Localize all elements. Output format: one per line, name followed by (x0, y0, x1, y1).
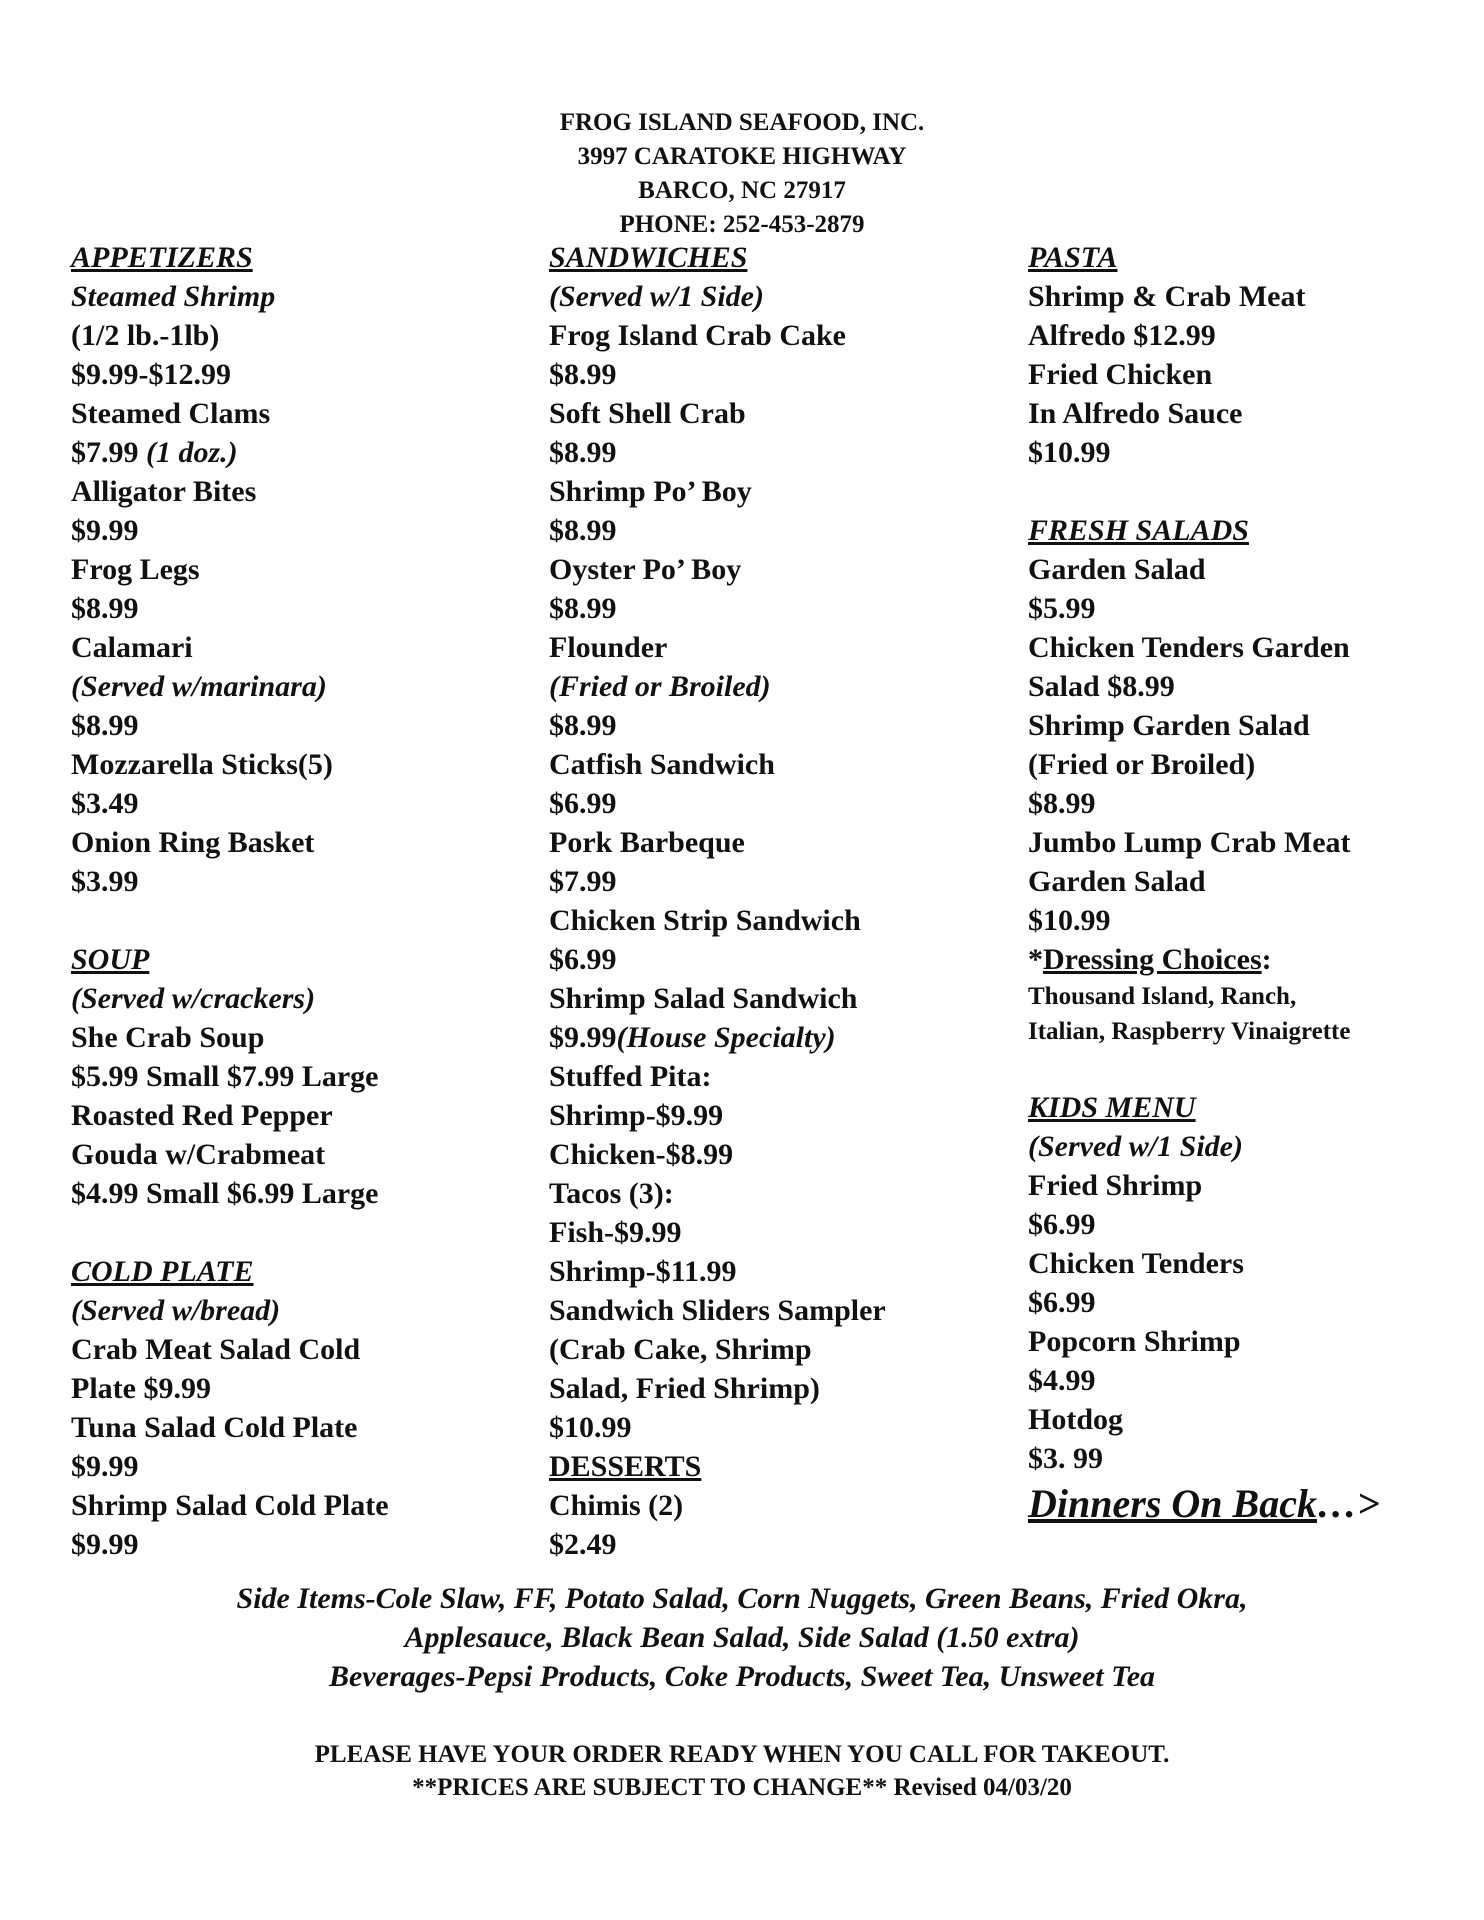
menu-item-price: $8.99 (549, 358, 617, 391)
menu-item-name: Plate $9.99 (71, 1372, 211, 1405)
menu-item-name: Calamari (71, 631, 193, 664)
dressing-colon: : (1261, 943, 1272, 976)
menu-item-name: Onion Ring Basket (71, 826, 315, 859)
menu-item-price: Shrimp-$9.99 (549, 1099, 724, 1132)
menu-item-price: $2.49 (549, 1528, 617, 1561)
menu-item-note: (Served w/crackers) (71, 982, 316, 1015)
menu-item-price: $3.49 (71, 787, 139, 820)
menu-item-note: (1 doz.) (146, 436, 238, 469)
menu-item-name: Catfish Sandwich (549, 748, 775, 781)
menu-item-name: Steamed Shrimp (71, 280, 276, 313)
menu-item-price: $9.99 (71, 514, 139, 547)
takeout-notice: PLEASE HAVE YOUR ORDER READY WHEN YOU CALL FOR TAKEOUT. (314, 1741, 1170, 1768)
section-title-sandwiches: SANDWICHES (549, 241, 748, 274)
menu-item-name: Sandwich Sliders Sampler (549, 1294, 886, 1327)
dressing-options: Thousand Island, Ranch, (1028, 983, 1297, 1010)
menu-item-name: Shrimp Po’ Boy (549, 475, 752, 508)
menu-item-name: Alfredo $12.99 (1028, 319, 1216, 352)
menu-item-price: $10.99 (1028, 436, 1111, 469)
menu-item-price: $8.99 (549, 592, 617, 625)
menu-item-name: Frog Legs (71, 553, 200, 586)
menu-item-name: Hotdog (1028, 1403, 1124, 1436)
menu-item-note: (Served w/bread) (71, 1294, 281, 1327)
menu-item-price: $10.99 (1028, 904, 1111, 937)
section-title-pasta: PASTA (1028, 241, 1118, 274)
menu-item-name: Chimis (2) (549, 1489, 684, 1522)
menu-item-price: $6.99 (1028, 1286, 1096, 1319)
spacer (71, 1213, 541, 1252)
section-title-appetizers: APPETIZERS (71, 241, 253, 274)
menu-item-price: $8.99 (549, 709, 617, 742)
restaurant-phone: PHONE: 252-453-2879 (619, 211, 865, 238)
menu-item-name: Salad $8.99 (1028, 670, 1175, 703)
menu-item-detail: (Fried or Broiled) (1028, 748, 1256, 781)
menu-item-note: (Fried or Broiled) (549, 670, 771, 703)
menu-item-note: (Served w/1 Side) (1028, 1130, 1243, 1163)
side-items-note (0, 1579, 1484, 1696)
menu-item-price: $8.99 (1028, 787, 1096, 820)
menu-item-name: Flounder (549, 631, 668, 664)
dinners-on-back-text: Dinners On Back (1028, 1481, 1317, 1526)
menu-item-name: Soft Shell Crab (549, 397, 746, 430)
menu-item-price: $9.99-$12.99 (71, 358, 231, 391)
menu-item-price: $6.99 (1028, 1208, 1096, 1241)
menu-column-middle (549, 238, 1019, 1564)
spacer (71, 901, 541, 940)
menu-item-price: $7.99 (549, 865, 617, 898)
menu-item-price: $3. 99 (1028, 1442, 1103, 1475)
menu-item-price: $8.99 (549, 514, 617, 547)
section-title-soup: SOUP (71, 943, 150, 976)
menu-item-price: $6.99 (549, 943, 617, 976)
side-items-line: Applesauce, Black Bean Salad, Side Salad (1.50 extra) (404, 1621, 1080, 1654)
menu-item-name: Popcorn Shrimp (1028, 1325, 1241, 1358)
menu-column-left (71, 238, 541, 1564)
side-items-line: Side Items-Cole Slaw, FF, Potato Salad, Corn Nuggets, Green Beans, Fried Okra, (236, 1582, 1248, 1615)
menu-item-name: Shrimp Salad Cold Plate (71, 1489, 389, 1522)
restaurant-street: 3997 CARATOKE HIGHWAY (577, 143, 907, 170)
menu-item-price: $4.99 Small $6.99 Large (71, 1177, 379, 1210)
menu-item-name: Gouda w/Crabmeat (71, 1138, 326, 1171)
menu-item-detail: (1/2 lb.-1lb) (71, 319, 220, 352)
dressing-asterisk: * (1028, 943, 1043, 976)
menu-item-price: $8.99 (71, 709, 139, 742)
beverages-line: Beverages-Pepsi Products, Coke Products, Sweet Tea, Unsweet Tea (328, 1660, 1156, 1693)
menu-item-detail: (Crab Cake, Shrimp (549, 1333, 812, 1366)
menu-item-name: Shrimp & Crab Meat (1028, 280, 1306, 313)
menu-item-price: $4.99 (1028, 1364, 1096, 1397)
dinners-on-back-note (1028, 1478, 1468, 1530)
section-title-cold-plate: COLD PLATE (71, 1255, 254, 1288)
menu-item-name: Chicken Tenders Garden (1028, 631, 1350, 664)
menu-item-price: $9.99 (549, 1021, 617, 1054)
dressing-options: Italian, Raspberry Vinaigrette (1028, 1018, 1351, 1045)
menu-item-price: $6.99 (549, 787, 617, 820)
menu-item-name: Alligator Bites (71, 475, 257, 508)
menu-item-price: Chicken-$8.99 (549, 1138, 734, 1171)
menu-item-name: Stuffed Pita: (549, 1060, 712, 1093)
menu-item-name: Garden Salad (1028, 553, 1206, 586)
menu-item-note: (Served w/marinara) (71, 670, 327, 703)
spacer (1028, 1049, 1468, 1088)
menu-item-price: $8.99 (549, 436, 617, 469)
restaurant-city: BARCO, NC 27917 (638, 177, 846, 204)
menu-item-name: Mozzarella Sticks(5) (71, 748, 333, 781)
menu-item-name: She Crab Soup (71, 1021, 265, 1054)
menu-item-name: In Alfredo Sauce (1028, 397, 1243, 430)
menu-item-price-row (549, 1018, 1019, 1057)
section-title-desserts: DESSERTS (549, 1450, 702, 1483)
menu-item-price-row (71, 433, 541, 472)
dressing-choices-label: Dressing Choices (1043, 943, 1262, 976)
menu-item-price: $8.99 (71, 592, 139, 625)
spacer (1028, 472, 1468, 511)
menu-item-price: $9.99 (71, 1528, 139, 1561)
dinners-on-back-arrow: …> (1316, 1481, 1380, 1526)
menu-item-name: Roasted Red Pepper (71, 1099, 333, 1132)
menu-item-name: Oyster Po’ Boy (549, 553, 742, 586)
restaurant-name: FROG ISLAND SEAFOOD, INC. (559, 109, 925, 136)
footer-note (0, 1738, 1484, 1804)
menu-item-name: Shrimp Garden Salad (1028, 709, 1310, 742)
menu-item-name: Tacos (3): (549, 1177, 674, 1210)
menu-item-price: $7.99 (71, 436, 146, 469)
menu-item-name: Shrimp Salad Sandwich (549, 982, 858, 1015)
menu-item-name: Tuna Salad Cold Plate (71, 1411, 358, 1444)
menu-item-price: $5.99 Small $7.99 Large (71, 1060, 379, 1093)
menu-item-price: $9.99 (71, 1450, 139, 1483)
menu-item-name: Chicken Tenders (1028, 1247, 1244, 1280)
menu-item-name: Frog Island Crab Cake (549, 319, 846, 352)
menu-item-price: $3.99 (71, 865, 139, 898)
menu-item-note: (Served w/1 Side) (549, 280, 764, 313)
menu-item-price: $5.99 (1028, 592, 1096, 625)
menu-item-name: Pork Barbeque (549, 826, 745, 859)
restaurant-header (0, 106, 1484, 242)
section-title-kids-menu: KIDS MENU (1028, 1091, 1196, 1124)
menu-item-name: Steamed Clams (71, 397, 271, 430)
section-title-fresh-salads: FRESH SALADS (1028, 514, 1249, 547)
menu-item-note: (House Specialty) (616, 1021, 836, 1054)
price-change-notice: **PRICES ARE SUBJECT TO CHANGE** Revised 04/03/20 (412, 1774, 1072, 1801)
menu-item-name: Chicken Strip Sandwich (549, 904, 861, 937)
menu-item-name: Fried Shrimp (1028, 1169, 1203, 1202)
menu-item-price: Shrimp-$11.99 (549, 1255, 737, 1288)
menu-item-name: Jumbo Lump Crab Meat (1028, 826, 1351, 859)
dressing-choices-heading (1028, 940, 1468, 979)
menu-item-name: Garden Salad (1028, 865, 1206, 898)
menu-column-right (1028, 238, 1468, 1530)
menu-item-detail: Salad, Fried Shrimp) (549, 1372, 820, 1405)
menu-item-name: Crab Meat Salad Cold (71, 1333, 361, 1366)
menu-item-price: Fish-$9.99 (549, 1216, 682, 1249)
menu-item-price: $10.99 (549, 1411, 632, 1444)
menu-item-name: Fried Chicken (1028, 358, 1213, 391)
